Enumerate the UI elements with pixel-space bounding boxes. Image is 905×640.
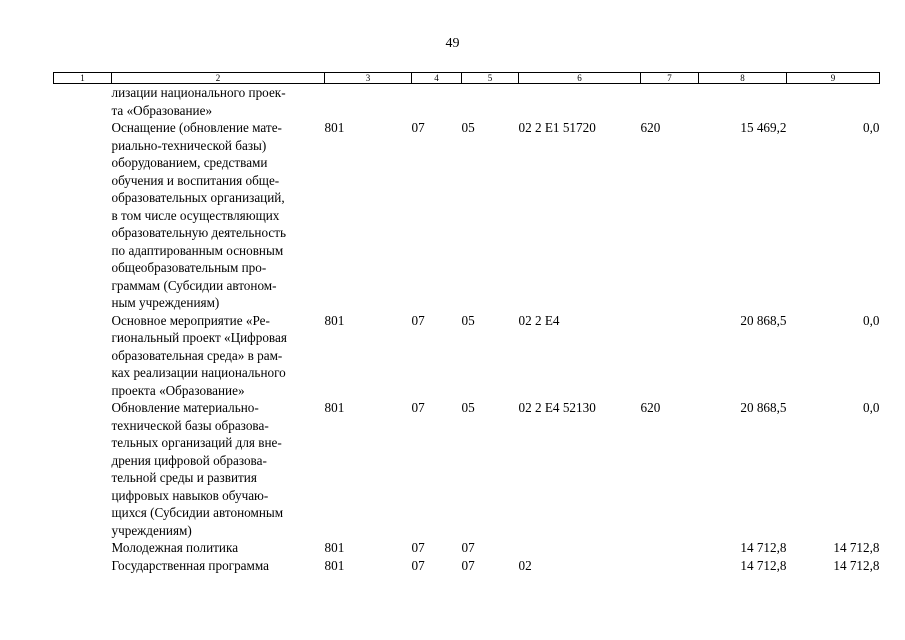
item-name-line: учреждениям) — [111, 522, 192, 538]
row-index-cell — [54, 557, 112, 575]
row-index-cell — [54, 312, 112, 400]
target-article-cell — [519, 539, 641, 557]
column-number-1: 1 — [54, 73, 112, 84]
item-name-cell — [112, 84, 325, 120]
table-row — [54, 84, 880, 120]
column-number-8: 8 — [699, 73, 787, 84]
subsection-cell: 07 — [461, 540, 475, 555]
ved-cell: 801 — [324, 540, 345, 555]
item-name-line: граммам (Субсидии автоном- — [111, 277, 277, 293]
amount-2-cell: 0,0 — [863, 312, 880, 328]
item-name-line: лизации национального проек- — [111, 85, 286, 100]
column-number-4: 4 — [412, 73, 462, 84]
section-cell: 07 — [411, 312, 425, 328]
item-name-line: цифровых навыков обучаю- — [111, 487, 269, 503]
subsection-cell — [462, 84, 519, 120]
item-name-line: тельной среды и развития — [111, 470, 257, 485]
page-number: 49 — [445, 36, 460, 51]
expense-type-cell — [641, 539, 699, 557]
amount-2-cell: 0,0 — [863, 120, 880, 135]
section-cell: 07 — [411, 540, 425, 555]
item-name-line: Оснащение (обновление мате- — [111, 120, 282, 135]
amount-1-cell: 14 712,8 — [740, 540, 787, 555]
column-number-7: 7 — [641, 73, 699, 84]
expense-type-cell — [641, 312, 699, 400]
item-name-line: в том числе осуществляющих — [111, 207, 280, 223]
item-name-line: та «Образование» — [111, 102, 213, 118]
table-row — [54, 399, 880, 539]
item-name-line: ным учреждениям) — [111, 295, 220, 310]
column-number-9: 9 — [787, 73, 880, 84]
item-name-cell — [112, 119, 325, 312]
item-name-line: технической базы образова- — [111, 417, 269, 433]
amount-1-cell: 15 469,2 — [740, 120, 787, 135]
amount-1-cell: 20 868,5 — [740, 312, 787, 328]
item-name-line: дрения цифровой образова- — [111, 452, 267, 468]
ved-cell: 801 — [324, 312, 345, 328]
item-name-cell — [112, 557, 325, 575]
item-name-line: Обновление материально- — [111, 400, 259, 415]
target-article-cell: 02 2 E1 51720 — [518, 120, 596, 135]
row-index-cell — [54, 539, 112, 557]
item-name-line: проекта «Образование» — [111, 382, 245, 398]
table-row — [54, 312, 880, 400]
expense-type-cell — [641, 557, 699, 575]
ved-cell — [325, 84, 412, 120]
row-index-cell — [54, 119, 112, 312]
item-name-line: тельных организаций для вне- — [111, 435, 282, 450]
target-article-cell: 02 2 E4 — [518, 312, 560, 328]
target-article-cell: 02 — [518, 557, 532, 573]
amount-2-cell: 14 712,8 — [833, 557, 880, 573]
item-name-line: ках реализации национального — [111, 365, 286, 380]
table-row — [54, 119, 880, 312]
item-name-cell — [112, 399, 325, 539]
ved-cell: 801 — [324, 120, 345, 135]
subsection-cell: 07 — [461, 557, 475, 573]
column-number-6: 6 — [519, 73, 641, 84]
target-article-cell: 02 2 E4 52130 — [518, 400, 596, 415]
column-number-3: 3 — [325, 73, 412, 84]
item-name-line: общеобразовательным про- — [111, 260, 267, 275]
expense-type-cell: 620 — [640, 400, 661, 415]
amount-1-cell: 14 712,8 — [740, 557, 787, 573]
section-cell: 07 — [411, 557, 425, 573]
item-name-line: Молодежная политика — [111, 540, 239, 555]
item-name-line: гиональный проект «Цифровая — [111, 330, 287, 345]
amount-2-cell: 0,0 — [863, 400, 880, 415]
item-name-line: риально-технической базы) — [111, 137, 267, 153]
item-name-line: Государственная программа — [111, 557, 269, 573]
section-cell: 07 — [411, 400, 425, 415]
item-name-line: образовательная среда» в рам- — [111, 347, 283, 363]
table-row — [54, 557, 880, 575]
item-name-line: щихся (Субсидии автономным — [111, 505, 284, 520]
amount-2-cell — [787, 84, 880, 120]
item-name-line: образовательных организаций, — [111, 190, 285, 205]
item-name-line: по адаптированным основным — [111, 242, 284, 258]
subsection-cell: 05 — [461, 400, 475, 415]
table-body — [54, 84, 880, 575]
target-article-cell — [519, 84, 641, 120]
amount-1-cell: 20 868,5 — [740, 400, 787, 415]
column-number-5: 5 — [462, 73, 519, 84]
row-index-cell — [54, 399, 112, 539]
ved-cell: 801 — [324, 557, 345, 573]
item-name-line: обучения и воспитания обще- — [111, 172, 280, 188]
amount-2-cell: 14 712,8 — [833, 540, 880, 555]
expense-type-cell: 620 — [640, 120, 661, 135]
column-number-2: 2 — [112, 73, 325, 84]
column-number-row — [54, 73, 880, 84]
subsection-cell: 05 — [461, 120, 475, 135]
amount-1-cell — [699, 84, 787, 120]
row-index-cell — [54, 84, 112, 120]
budget-table — [53, 72, 880, 574]
ved-cell: 801 — [324, 400, 345, 415]
item-name-line: образовательную деятельность — [111, 225, 287, 240]
expense-type-cell — [641, 84, 699, 120]
item-name-cell — [112, 539, 325, 557]
item-name-line: Основное мероприятие «Ре- — [111, 312, 270, 328]
subsection-cell: 05 — [461, 312, 475, 328]
item-name-line: оборудованием, средствами — [111, 155, 268, 170]
table-row — [54, 539, 880, 557]
section-cell: 07 — [411, 120, 425, 135]
section-cell — [412, 84, 462, 120]
item-name-cell — [112, 312, 325, 400]
